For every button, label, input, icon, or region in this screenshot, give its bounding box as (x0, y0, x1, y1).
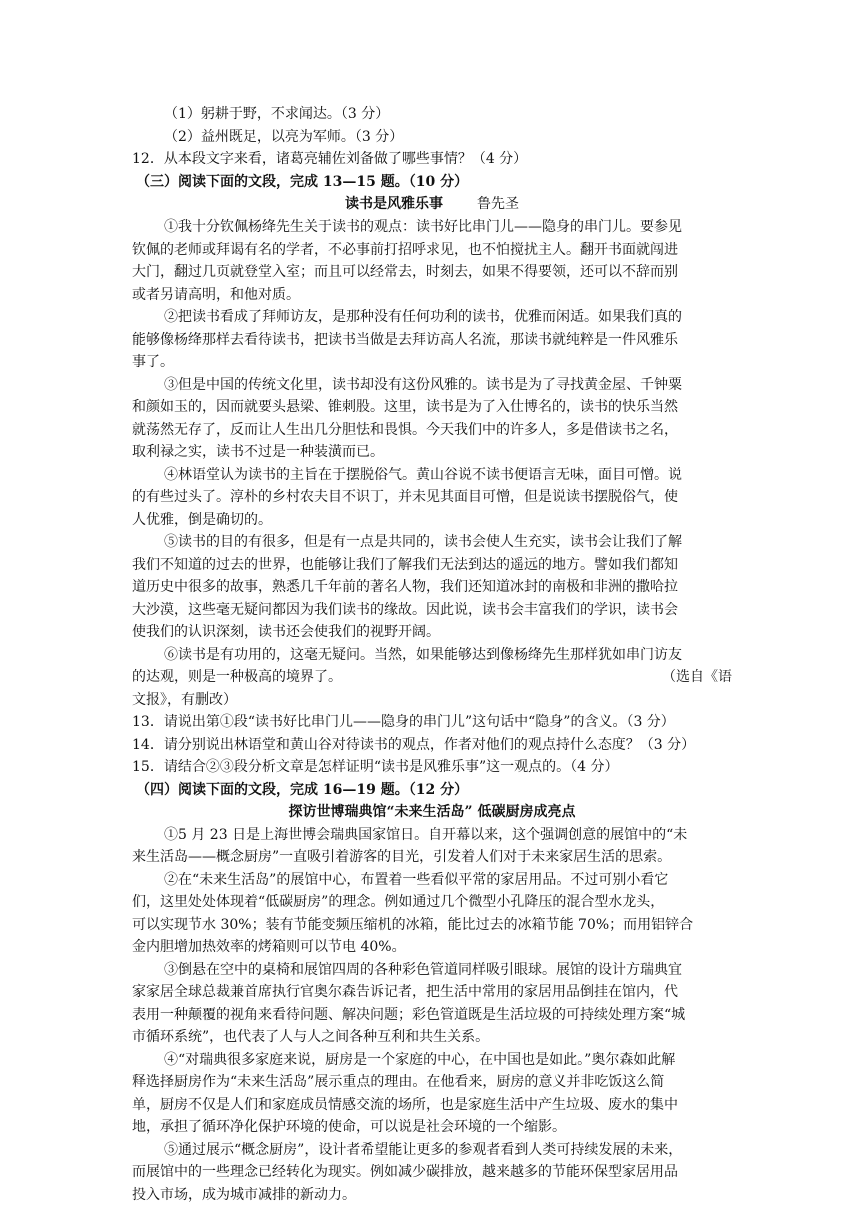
paragraph-line: 金内胆增加热效率的烤箱则可以节电 40%。 (132, 939, 406, 955)
paragraph-line: ④“对瑞典很多家庭来说，厨房是一个家庭的中心，在中国也是如此。”奥尔森如此解 (164, 1052, 676, 1068)
paragraph-line: 使我们的认识深刻，读书还会使我们的视野开阔。 (132, 624, 440, 640)
paragraph-line: 的有些过头了。淳朴的乡村农夫目不识丁，并未见其面目可憎，但是说读书摆脱俗气，使 (132, 489, 678, 505)
paragraph-line: 事了。 (132, 354, 174, 370)
paragraph-line: ②把读书看成了拜师访友，是那种没有任何功利的读书，优雅而闲适。如果我们真的 (164, 309, 682, 325)
paragraph-line: 钦佩的老师或拜谒有名的学者，不必事前打招呼求见，也不怕搅扰主人。翻开书面就闯进 (132, 242, 678, 258)
source-note: （选自《语 (662, 669, 732, 685)
paragraph-line: 大沙漠，这些毫无疑问都因为我们读书的缘故。因此说，读书会丰富我们的学识，读书会 (132, 602, 678, 618)
paragraph-line: 单，厨房不仅是人们和家庭成员情感交流的场所，也是家庭生活中产生垃圾、废水的集中 (132, 1097, 678, 1113)
paragraph-line: 取利禄之实，读书不过是一种装潢而已。 (132, 444, 384, 460)
paragraph-line: 释选择厨房作为“未来生活岛”展示重点的理由。在他看来，厨房的意义并非吃饭这么简 (132, 1074, 665, 1090)
paragraph-line: 们，这里处处体现着“低碳厨房”的理念。例如通过几个微型小孔降压的混合型水龙头， (132, 894, 665, 910)
paragraph-line: 表用一种颠覆的视角来看待问题、解决问题；彩色管道既是生活垃圾的可持续处理方案“城 (132, 1007, 686, 1023)
question-15: 15．请结合②③段分析文章是怎样证明“读书是风雅乐事”这一观点的。（4 分） (132, 759, 619, 775)
sub-question-1: （1）躬耕于野，不求闻达。（3 分） (164, 106, 390, 122)
paragraph-line: ②在“未来生活岛”的展馆中心，布置着一些看似平常的家居用品。不过可别小看它 (164, 872, 669, 888)
source-note-continued: 文报》，有删改） (132, 692, 237, 708)
section-4-header: （四）阅读下面的文段，完成 16—19 题。（12 分） (136, 782, 469, 798)
question-12: 12．从本段文字来看，诸葛亮辅佐刘备做了哪些事情？（4 分） (132, 151, 528, 167)
paragraph-line: 和颜如玉的，因而就要头悬梁、锥刺股。这里，读书是为了入仕博名的，读书的快乐当然 (132, 399, 678, 415)
paragraph-line: 的达观，则是一种极高的境界了。 (132, 669, 342, 685)
paragraph-line: ④林语堂认为读书的主旨在于摆脱俗气。黄山谷说不读书便语言无味，面目可憎。说 (164, 467, 682, 483)
paragraph-line: 地，承担了循环净化保护环境的使命，可以说是社会环境的一个缩影。 (132, 1119, 566, 1135)
paragraph-line: 市循环系统”，也代表了人与人之间各种互利和共生关系。 (132, 1029, 490, 1045)
article-1-heading (132, 194, 732, 215)
paragraph-line: ①我十分钦佩杨绛先生关于读书的观点：读书好比串门儿——隐身的串门儿。要参见 (164, 219, 682, 235)
question-13: 13．请说出第①段“读书好比串门儿——隐身的串门儿”这句话中“隐身”的含义。（3 分） (132, 714, 675, 730)
question-14: 14．请分别说出林语堂和黄山谷对待读书的观点，作者对他们的观点持什么态度？（3 分） (132, 737, 696, 753)
sub-question-2: （2）益州既足，以亮为军师。（3 分） (164, 129, 404, 145)
paragraph-line: 而展馆中的一些理念已经转化为现实。例如减少碳排放，越来越多的节能环保型家居用品 (132, 1164, 678, 1180)
paragraph-line: 家家居全球总裁兼首席执行官奥尔森告诉记者，把生活中常用的家居用品倒挂在馆内，代 (132, 984, 678, 1000)
paragraph-line: 投入市场，成为城市减排的新动力。 (132, 1187, 356, 1203)
paragraph-line: ⑥读书是有功用的，这毫无疑问。当然，如果能够达到像杨绛先生那样犹如串门访友 (164, 647, 682, 663)
paragraph-line: 来生活岛——概念厨房”一直吸引着游客的目光，引发着人们对于未来家居生活的思索。 (132, 849, 672, 865)
paragraph-line: ⑤读书的目的有很多，但是有一点是共同的，读书会使人生充实，读书会让我们了解 (164, 534, 682, 550)
article-2-title: 探访世博瑞典馆“未来生活岛” 低碳厨房成亮点 (288, 804, 576, 820)
article-1-title: 读书是风雅乐事 (345, 196, 443, 212)
paragraph-line: ③倒悬在空中的桌椅和展馆四周的各种彩色管道同样吸引眼球。展馆的设计方瑞典宜 (164, 962, 682, 978)
paragraph-line: 或者另请高明，和他对质。 (132, 287, 300, 303)
paragraph-line: 我们不知道的过去的世界，也能够让我们了解我们无法到达的遥远的地方。譬如我们都知 (132, 557, 678, 573)
paragraph-line: 可以实现节水 30%；装有节能变频压缩机的冰箱，能比过去的冰箱节能 70%；而用铝锌合 (132, 917, 694, 933)
paragraph-line: ①5 月 23 日是上海世博会瑞典国家馆日。自开幕以来，这个强调创意的展馆中的“未 (164, 827, 688, 843)
paragraph-line: 道历史中很多的故事，熟悉几千年前的著名人物，我们还知道冰封的南极和非洲的撒哈拉 (132, 579, 678, 595)
paragraph-line: ③但是中国的传统文化里，读书却没有这份风雅的。读书是为了寻找黄金屋、千钟粟 (164, 377, 682, 393)
article-1-author: 鲁先圣 (477, 196, 519, 212)
paragraph-line: 大门，翻过几页就登堂入室；而且可以经常去，时刻去，如果不得要领，还可以不辞而别 (132, 264, 678, 280)
paragraph-line: 人优雅，倒是确切的。 (132, 512, 272, 528)
paragraph-line: 就荡然无存了，反而让人生出几分胆怯和畏惧。今天我们中的许多人，多是借读书之名， (132, 422, 678, 438)
section-3-header: （三）阅读下面的文段，完成 13—15 题。（10 分） (136, 174, 469, 190)
paragraph-line: 能够像杨绛那样去看待读书，把读书当做是去拜访高人名流，那读书就纯粹是一件风雅乐 (132, 332, 678, 348)
paragraph-line: ⑤通过展示“概念厨房”，设计者希望能让更多的参观者看到人类可持续发展的未来， (164, 1142, 683, 1158)
